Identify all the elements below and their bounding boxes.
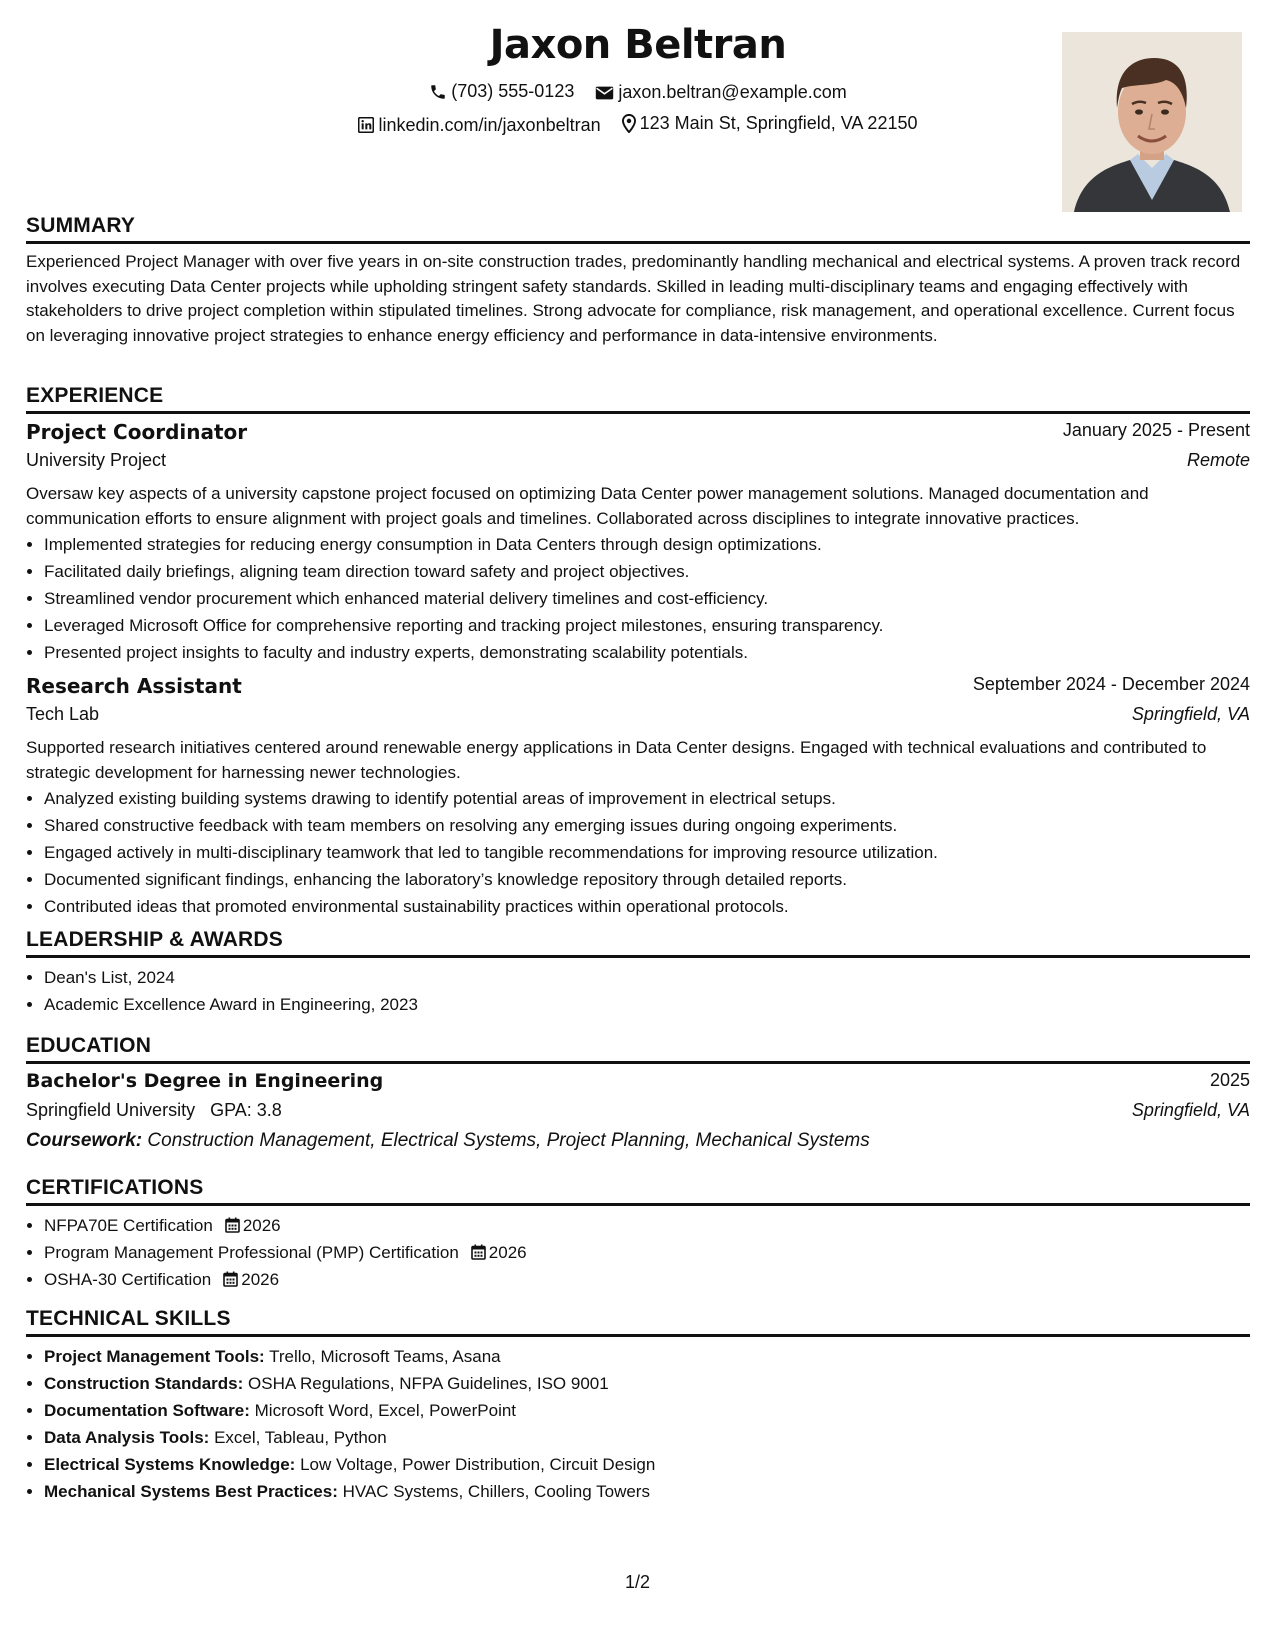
list-item: • Implemented strategies for reducing energy consumption in Data Centers through design optimizations. <box>44 531 1250 558</box>
calendar-icon <box>223 1271 238 1287</box>
job-company: Tech Lab <box>26 704 100 724</box>
job-company: University Project <box>26 450 167 470</box>
job-location: Springfield, VA <box>1131 704 1250 724</box>
list-item <box>44 1478 1250 1505</box>
address-text: 123 Main St, Springfield, VA 22150 <box>639 113 918 133</box>
school-info <box>26 1100 282 1121</box>
certification-year: 2026 <box>241 1270 280 1289</box>
degree: Bachelor's Degree in Engineering <box>26 1070 384 1092</box>
job-bullets <box>26 785 1250 920</box>
list-item: • Facilitated daily briefings, aligning team direction toward safety and project objectives. <box>44 558 1250 585</box>
list-item <box>44 1424 1250 1451</box>
list-item <box>44 1397 1250 1424</box>
experience-heading: EXPERIENCE <box>26 384 1250 414</box>
job-title: Project Coordinator <box>26 420 248 444</box>
list-item: • Contributed ideas that promoted environmental sustainability practices within operational protocols. <box>44 893 1250 920</box>
certifications-heading: CERTIFICATIONS <box>26 1176 1250 1206</box>
certification-name: Program Management Professional (PMP) Certification <box>44 1243 459 1262</box>
education-section <box>26 1034 1250 1152</box>
awards-heading: LEADERSHIP & AWARDS <box>26 928 1250 958</box>
gpa: GPA: 3.8 <box>210 1100 282 1120</box>
education-heading: EDUCATION <box>26 1034 1250 1064</box>
list-item <box>44 1212 1250 1239</box>
candidate-name: Jaxon Beltran <box>489 22 787 68</box>
coursework-list: Construction Management, Electrical Systems, Project Planning, Mechanical Systems <box>147 1130 870 1151</box>
list-item: • Dean's List, 2024 <box>44 964 1250 991</box>
profile-photo <box>1062 32 1242 212</box>
phone-contact <box>429 81 574 102</box>
email-text[interactable]: jaxon.beltran@example.com <box>618 82 847 102</box>
coursework-label: Coursework: <box>26 1130 143 1151</box>
list-item: • Leveraged Microsoft Office for comprehensive reporting and tracking project milestones, ensuring transparency. <box>44 612 1250 639</box>
list-item: • Engaged actively in multi-disciplinary teamwork that led to tangible recommendations for improving resource utilization. <box>44 839 1250 866</box>
list-item <box>44 1239 1250 1266</box>
calendar-icon <box>471 1244 486 1260</box>
certification-year: 2026 <box>488 1243 527 1262</box>
job-description: Oversaw key aspects of a university capstone project focused on optimizing Data Center power management solutions. Managed documentation and communication efforts to ensure alignment with project goals and timelines. Collaborated across disciplines to integrate innovative practices. <box>26 484 1149 528</box>
job-location: Remote <box>1186 450 1250 470</box>
job-dates: January 2025 - Present <box>1062 420 1250 440</box>
job-header-row <box>26 674 1250 704</box>
school-name: Springfield University <box>26 1100 196 1120</box>
education-school-row <box>26 1100 1250 1130</box>
job-entry <box>26 420 1250 666</box>
job-dates: September 2024 - December 2024 <box>972 674 1250 694</box>
linkedin-text[interactable]: linkedin.com/in/jaxonbeltran <box>378 114 601 135</box>
summary-heading: SUMMARY <box>26 214 1250 244</box>
skill-value: Low Voltage, Power Distribution, Circuit Design <box>300 1455 656 1474</box>
certification-year: 2026 <box>242 1216 281 1235</box>
skill-label: Documentation Software: <box>44 1401 250 1420</box>
list-item: • Documented significant findings, enhancing the laboratory’s knowledge repository through detailed reports. <box>44 866 1250 893</box>
list-item: • Streamlined vendor procurement which enhanced material delivery timelines and cost-efficiency. <box>44 585 1250 612</box>
certifications-section <box>26 1176 1250 1293</box>
envelope-icon <box>595 85 614 101</box>
phone-text: (703) 555-0123 <box>451 81 575 101</box>
list-item: • Academic Excellence Award in Engineering, 2023 <box>44 991 1250 1018</box>
list-item: • Analyzed existing building systems drawing to identify potential areas of improvement in electrical setups. <box>44 785 1250 812</box>
skill-value: OSHA Regulations, NFPA Guidelines, ISO 9001 <box>248 1374 609 1393</box>
skill-label: Project Management Tools: <box>44 1347 265 1366</box>
list-item: • Shared constructive feedback with team members on resolving any emerging issues during ongoing experiments. <box>44 812 1250 839</box>
job-company-row <box>26 450 1250 480</box>
skill-value: Microsoft Word, Excel, PowerPoint <box>254 1401 517 1420</box>
graduation-year: 2025 <box>1209 1070 1250 1090</box>
skills-heading: TECHNICAL SKILLS <box>26 1307 1250 1337</box>
linkedin-icon <box>358 117 374 133</box>
coursework-line <box>26 1130 1250 1152</box>
list-item <box>44 1370 1250 1397</box>
certifications-list <box>26 1212 1250 1293</box>
skills-section <box>26 1307 1250 1505</box>
certification-name: NFPA70E Certification <box>44 1216 213 1235</box>
list-item <box>44 1343 1250 1370</box>
address-contact <box>622 113 918 134</box>
resume-header <box>26 0 1250 225</box>
awards-list <box>26 964 1250 1018</box>
school-location: Springfield, VA <box>1131 1100 1250 1120</box>
skill-label: Construction Standards: <box>44 1374 244 1393</box>
skill-value: HVAC Systems, Chillers, Cooling Towers <box>342 1482 650 1501</box>
job-bullets <box>26 531 1250 666</box>
page-number: 1/2 <box>624 1572 651 1592</box>
calendar-icon <box>225 1217 240 1233</box>
summary-text: Experienced Project Manager with over five years in on-site construction trades, predominantly handling mechanical and electrical systems. A proven track record involves executing Data Center projects while upholding stringent safety standards. Skilled in leading multi-disciplinary teams and engaging effectively with stakeholders to drive project completion within stipulated timelines. Strong advocate for compliance, risk management, and operational excellence. Current focus on leveraging innovative project strategies to enhance energy efficiency and performance in data-intensive environments. <box>26 252 1241 345</box>
job-header-row <box>26 420 1250 450</box>
awards-section <box>26 928 1250 1018</box>
list-item <box>44 1266 1250 1293</box>
skill-label: Electrical Systems Knowledge: <box>44 1455 296 1474</box>
skills-list <box>26 1343 1250 1505</box>
experience-section <box>26 384 1250 920</box>
job-description: Supported research initiatives centered around renewable energy applications in Data Center designs. Engaged with technical evaluations and contributed to strategic development for harnessing newer technologies. <box>26 738 1207 782</box>
map-pin-icon <box>622 114 636 133</box>
skill-value: Trello, Microsoft Teams, Asana <box>269 1347 501 1366</box>
phone-icon <box>429 83 447 101</box>
job-entry <box>26 674 1250 920</box>
resume-page <box>26 0 1250 1501</box>
list-item: • Presented project insights to faculty and industry experts, demonstrating scalability potentials. <box>44 639 1250 666</box>
linkedin-contact[interactable] <box>358 115 600 136</box>
email-contact[interactable] <box>595 82 846 103</box>
list-item <box>44 1451 1250 1478</box>
job-title: Research Assistant <box>26 674 242 698</box>
skill-label: Data Analysis Tools: <box>44 1428 210 1447</box>
education-degree-row <box>26 1070 1250 1100</box>
summary-section <box>26 214 1250 348</box>
job-company-row <box>26 704 1250 734</box>
skill-label: Mechanical Systems Best Practices: <box>44 1482 338 1501</box>
skill-value: Excel, Tableau, Python <box>214 1428 387 1447</box>
certification-name: OSHA-30 Certification <box>44 1270 212 1289</box>
